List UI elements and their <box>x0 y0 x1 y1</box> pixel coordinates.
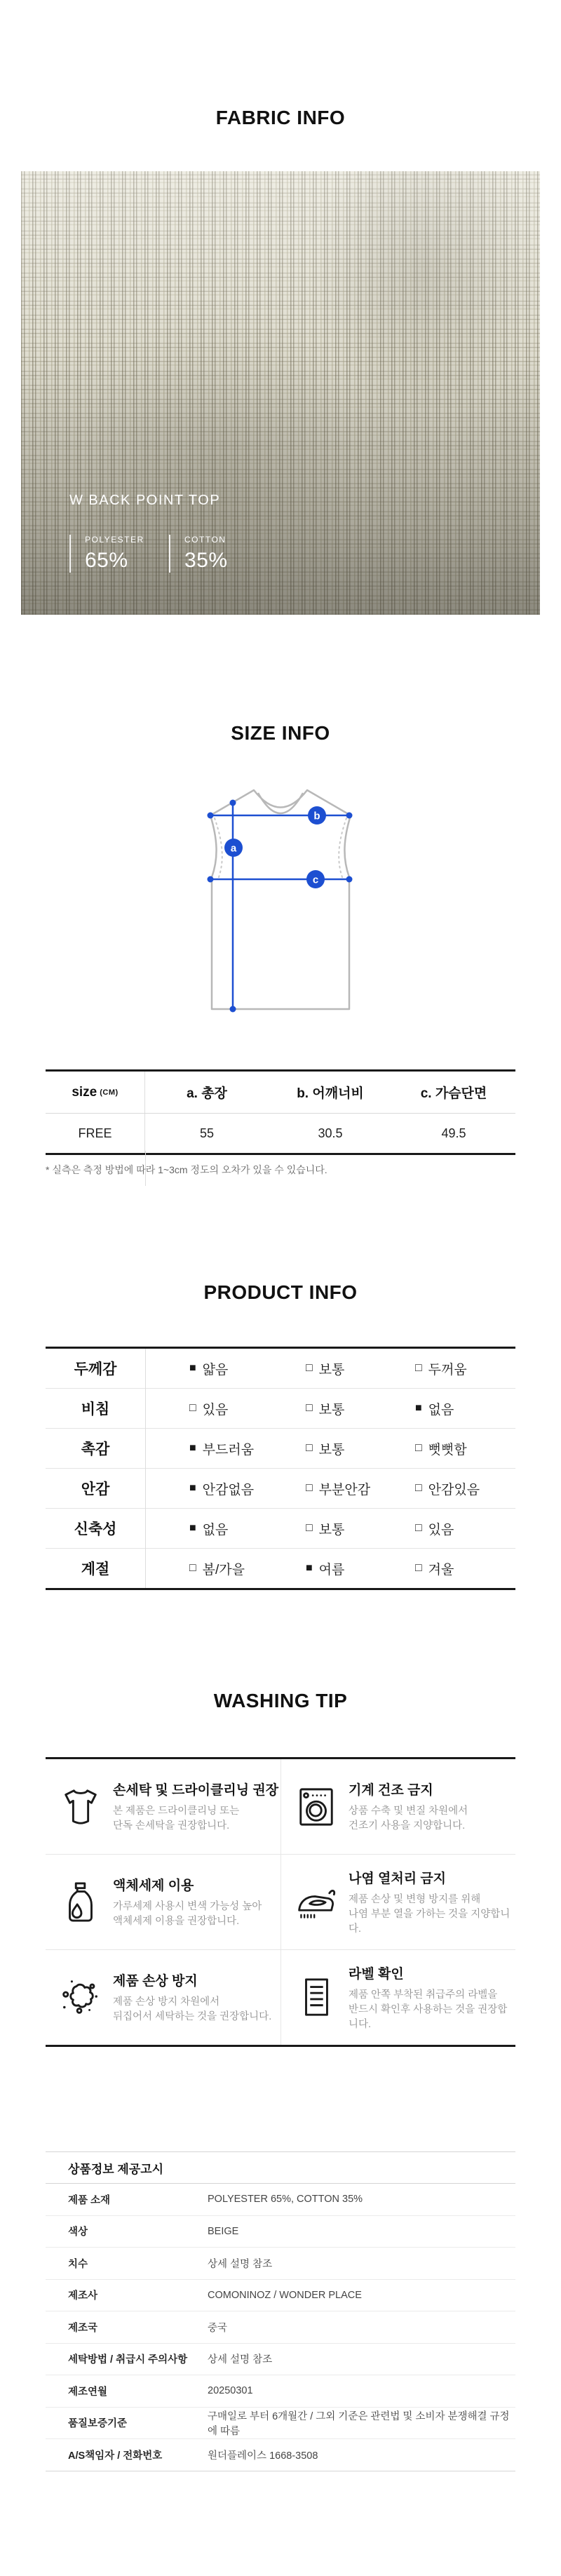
option-text: 얇음 <box>202 1362 229 1377</box>
notice-row <box>46 2184 515 2215</box>
checkbox-glyph: □ <box>189 1402 196 1414</box>
washing-tip-heading: WASHING TIP <box>213 1690 348 1711</box>
row-label: 비침 <box>81 1401 110 1417</box>
notice-value: BEIGE <box>208 2225 239 2237</box>
notice-value: 상세 설명 참조 <box>208 2354 273 2366</box>
option <box>306 1429 344 1468</box>
checkbox-glyph: □ <box>306 1402 313 1414</box>
material-polyester <box>69 535 169 573</box>
badge-b-label: b <box>313 810 320 822</box>
notice-title: 상품정보 제공고시 <box>46 2152 515 2184</box>
tip-line: 단독 손세탁을 권장합니다. <box>113 1820 230 1831</box>
tip-title: 액체세제 이용 <box>113 1878 194 1893</box>
product-info-table <box>46 1347 515 1590</box>
tip-line: 제품 손상 방지 차원에서 <box>113 1996 220 2008</box>
size-table-header-row <box>46 1072 515 1114</box>
option <box>189 1429 254 1468</box>
product-notice-table <box>46 2151 515 2471</box>
total-length-value: 55 <box>199 1126 215 1140</box>
badge-c-label: c <box>312 874 319 886</box>
option-text: 보통 <box>318 1522 345 1537</box>
detergent-icon <box>58 1882 103 1923</box>
stain-icon <box>58 1977 103 2018</box>
row-label: 두께감 <box>74 1361 117 1377</box>
iron-icon <box>294 1882 339 1923</box>
notice-row <box>46 2279 515 2311</box>
col-header-chest-width: c. 가슴단면 <box>420 1086 487 1101</box>
product-row-lining <box>46 1468 515 1508</box>
notice-row <box>46 2375 515 2407</box>
option-text: 안감없음 <box>202 1482 255 1497</box>
measure-dot <box>208 876 214 883</box>
notice-label: 색상 <box>68 2227 88 2238</box>
option-text: 여름 <box>318 1562 345 1577</box>
notice-value: POLYESTER 65%, COTTON 35% <box>208 2194 363 2205</box>
tip-title: 제품 손상 방지 <box>113 1974 198 1989</box>
material-cotton <box>169 535 269 573</box>
dryer-icon <box>294 1787 339 1827</box>
checkbox-glyph: □ <box>189 1562 196 1574</box>
option <box>189 1469 254 1508</box>
option <box>415 1509 454 1548</box>
measure-dot <box>230 800 236 806</box>
tip-line: 제품 안쪽 부착된 취급주의 라벨을 <box>349 1989 498 2001</box>
notice-value: 구매일로 부터 6개월간 / 그외 기준은 관련법 및 소비자 분쟁해결 규정에 따름 <box>208 2410 510 2437</box>
product-row-texture <box>46 1428 515 1468</box>
size-label: size <box>72 1084 97 1100</box>
label-icon <box>294 1977 339 2018</box>
option-text: 부드러움 <box>202 1442 255 1457</box>
option-text: 있음 <box>202 1402 229 1417</box>
checkbox-glyph: □ <box>415 1362 422 1374</box>
notice-label: 세탁방법 / 취급시 주의사항 <box>68 2354 188 2366</box>
row-label: 촉감 <box>81 1441 110 1457</box>
material-percent: 65% <box>85 549 128 572</box>
option-text: 두꺼움 <box>428 1362 467 1377</box>
checkbox-glyph: □ <box>306 1482 313 1494</box>
row-label: 계절 <box>81 1561 110 1577</box>
notice-value: 중국 <box>208 2322 228 2334</box>
tip-line: 나염 부분 열을 가하는 것을 지양합니다. <box>349 1908 511 1935</box>
garment-outline <box>210 790 351 1009</box>
option <box>189 1549 245 1588</box>
tip-check-label <box>280 1950 515 2045</box>
material-composition <box>69 535 269 573</box>
checkbox-glyph: ■ <box>189 1362 196 1374</box>
measure-dot <box>230 1006 236 1013</box>
option <box>415 1549 454 1588</box>
notice-label: 제조사 <box>68 2290 98 2302</box>
checkbox-glyph: ■ <box>306 1562 313 1574</box>
checkbox-glyph: □ <box>415 1522 422 1534</box>
notice-value: COMONINOZ / WONDER PLACE <box>208 2289 362 2301</box>
notice-row <box>46 2247 515 2279</box>
checkbox-glyph: □ <box>415 1442 422 1454</box>
measure-dot <box>208 813 214 819</box>
notice-label: 제조국 <box>68 2322 98 2334</box>
checkbox-glyph: ■ <box>189 1522 196 1534</box>
washing-tip-row <box>46 1854 515 1949</box>
option <box>306 1549 344 1588</box>
option-text: 있음 <box>428 1522 454 1537</box>
checkbox-glyph: □ <box>306 1442 313 1454</box>
washing-tip-grid <box>46 1757 515 2047</box>
option <box>306 1469 370 1508</box>
option <box>415 1469 480 1508</box>
row-label: 안감 <box>81 1481 110 1497</box>
size-table <box>46 1069 515 1155</box>
row-label: 신축성 <box>74 1521 117 1537</box>
option-text: 보통 <box>318 1362 345 1377</box>
tip-title: 손세탁 및 드라이클리닝 권장 <box>113 1783 279 1798</box>
shoulder-width-value: 30.5 <box>318 1126 343 1140</box>
tip-handwash <box>46 1759 280 1854</box>
washing-tip-row <box>46 1759 515 1854</box>
notice-value: 20250301 <box>208 2385 253 2397</box>
badge-a-label: a <box>230 842 237 855</box>
option-text: 부분안감 <box>318 1482 371 1497</box>
notice-row <box>46 2311 515 2343</box>
checkbox-glyph: □ <box>415 1482 422 1494</box>
option-text: 없음 <box>428 1402 454 1417</box>
col-header-total-length: a. 총장 <box>187 1086 227 1101</box>
option <box>189 1389 228 1428</box>
tip-line: 건조기 사용을 지양합니다. <box>349 1820 466 1831</box>
fabric-photo <box>21 171 540 615</box>
tip-line: 반드시 확인후 사용하는 것을 권장합니다. <box>349 2003 508 2030</box>
notice-label: 제품 소재 <box>68 2194 111 2206</box>
checkbox-glyph: ■ <box>189 1442 196 1454</box>
checkbox-glyph: ■ <box>189 1482 196 1494</box>
tip-line: 가루세제 사용시 변색 가능성 높아 <box>113 1901 262 1912</box>
notice-label: A/S책임자 / 전화번호 <box>68 2450 163 2462</box>
notice-value: 상세 설명 참조 <box>208 2258 273 2270</box>
tip-no-machine-dry <box>280 1759 515 1854</box>
notice-row <box>46 2407 515 2439</box>
col-header-shoulder-width: b. 어깨너비 <box>297 1086 364 1101</box>
size-header-cell <box>46 1072 145 1113</box>
tip-line: 상품 수축 및 변질 차원에서 <box>349 1806 468 1817</box>
notice-row <box>46 2343 515 2375</box>
option <box>306 1349 344 1388</box>
option-text: 보통 <box>318 1442 345 1457</box>
tip-line: 액체세제 이용을 권장합니다. <box>113 1916 240 1927</box>
washing-tip-row <box>46 1949 515 2045</box>
notice-label: 제조연월 <box>68 2386 108 2398</box>
garment-measurement-diagram <box>196 772 365 1022</box>
product-row-thickness <box>46 1349 515 1388</box>
notice-value: 원더플레이스 1668-3508 <box>208 2450 318 2462</box>
notice-row <box>46 2438 515 2471</box>
chest-width-value: 49.5 <box>441 1126 466 1140</box>
notice-label: 품질보증기준 <box>68 2418 128 2430</box>
product-info-heading: PRODUCT INFO <box>203 1281 358 1303</box>
option-text: 보통 <box>318 1402 345 1417</box>
option-text: 겨울 <box>428 1562 454 1577</box>
fabric-info-heading: FABRIC INFO <box>215 107 346 128</box>
product-row-sheerness <box>46 1388 515 1428</box>
checkbox-glyph: □ <box>306 1522 313 1534</box>
option <box>189 1349 228 1388</box>
tip-damage-prevention <box>46 1950 280 2045</box>
tip-title: 라벨 확인 <box>349 1966 404 1982</box>
option <box>306 1389 344 1428</box>
option <box>415 1389 454 1428</box>
notice-row <box>46 2215 515 2248</box>
size-unit: (CM) <box>100 1088 119 1097</box>
tip-liquid-detergent <box>46 1855 280 1949</box>
product-row-season <box>46 1548 515 1588</box>
tip-no-heat-print <box>280 1855 515 1949</box>
checkbox-glyph: ■ <box>415 1402 422 1414</box>
option-text: 없음 <box>202 1522 229 1537</box>
material-name: COTTON <box>184 535 227 545</box>
fabric-overlay-title: W BACK POINT TOP <box>69 493 221 508</box>
garment-diagram-svg <box>196 772 365 1019</box>
material-name: POLYESTER <box>85 535 144 545</box>
option <box>189 1509 228 1548</box>
option <box>306 1509 344 1548</box>
checkbox-glyph: □ <box>415 1562 422 1574</box>
option <box>415 1349 467 1388</box>
tip-title: 기계 건조 금지 <box>349 1783 433 1798</box>
tshirt-icon <box>58 1787 103 1827</box>
option-text: 봄/가을 <box>202 1562 245 1577</box>
option <box>415 1429 467 1468</box>
tip-title: 나염 열처리 금지 <box>349 1871 447 1886</box>
material-percent: 35% <box>184 549 228 572</box>
tip-line: 제품 손상 및 변형 방지를 위해 <box>349 1893 481 1905</box>
measure-dot <box>346 813 353 819</box>
size-note: * 실측은 측정 방법에 따라 1~3cm 정도의 오차가 있을 수 있습니다. <box>46 1164 327 1175</box>
tip-line: 뒤집어서 세탁하는 것을 권장합니다. <box>113 2011 272 2022</box>
notice-label: 치수 <box>68 2258 88 2270</box>
tip-line: 본 제품은 드라이클리닝 또는 <box>113 1806 240 1817</box>
option-text: 뻣뻣함 <box>428 1442 467 1457</box>
size-table-data-row <box>46 1114 515 1153</box>
product-row-stretch <box>46 1508 515 1548</box>
measure-dot <box>346 876 353 883</box>
size-value: FREE <box>46 1114 145 1153</box>
size-info-heading: SIZE INFO <box>231 722 330 744</box>
option-text: 안감있음 <box>428 1482 480 1497</box>
checkbox-glyph: □ <box>306 1362 313 1374</box>
